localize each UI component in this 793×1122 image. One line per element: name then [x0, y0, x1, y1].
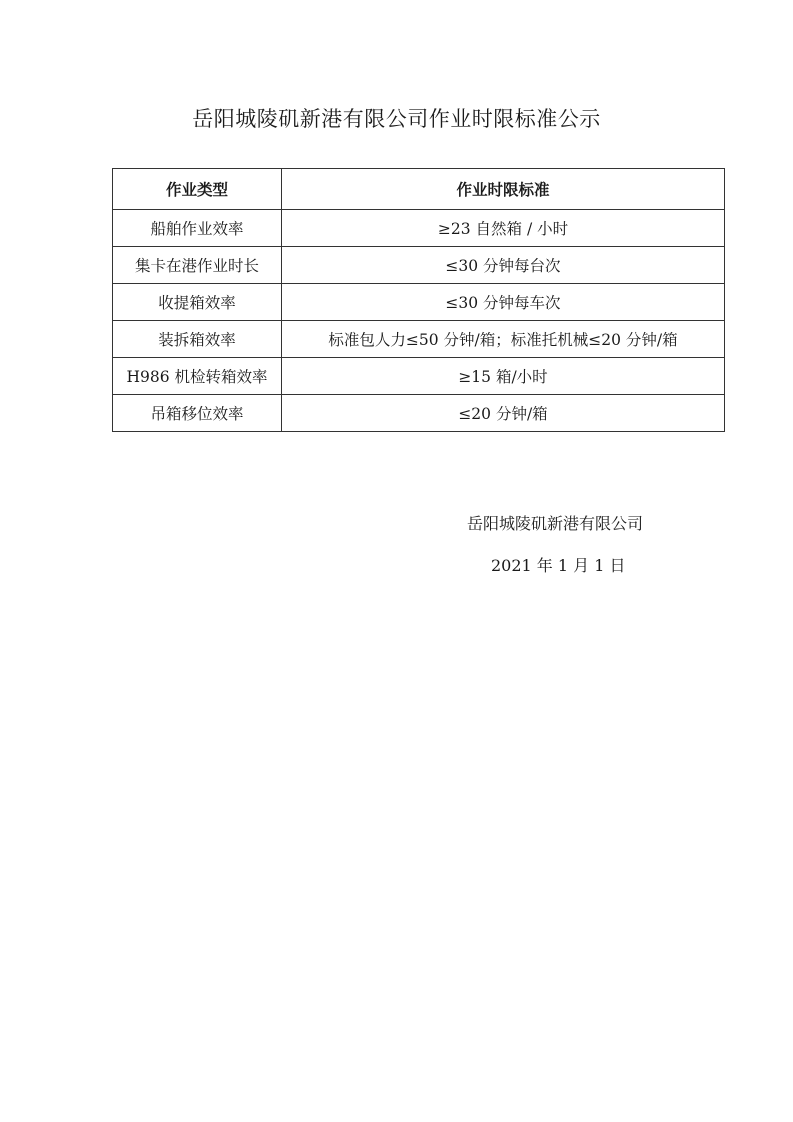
table-row [113, 321, 725, 358]
work-type-cell: 吊箱移位效率 [113, 395, 282, 432]
table-row [113, 247, 725, 284]
signature-date: 2021 年 1 月 1 日 [491, 556, 626, 575]
time-standard-cell: 标准包人力≤50 分钟/箱；标准托机械≤20 分钟/箱 [282, 321, 725, 358]
signature-company: 岳阳城陵矶新港有限公司 [467, 514, 644, 533]
table-row [113, 358, 725, 395]
table-row [113, 395, 725, 432]
header-work-type: 作业类型 [113, 169, 282, 210]
table-row [113, 210, 725, 247]
work-type-cell: 船舶作业效率 [113, 210, 282, 247]
work-type-cell: H986 机检转箱效率 [113, 358, 282, 395]
time-standard-cell: ≤30 分钟每台次 [282, 247, 725, 284]
standards-table [112, 168, 725, 432]
time-standard-cell: ≥15 箱/小时 [282, 358, 725, 395]
table-header-row [113, 169, 725, 210]
time-standard-cell: ≤20 分钟/箱 [282, 395, 725, 432]
header-time-standard: 作业时限标准 [282, 169, 725, 210]
table-row [113, 284, 725, 321]
work-type-cell: 收提箱效率 [113, 284, 282, 321]
work-type-cell: 装拆箱效率 [113, 321, 282, 358]
work-type-cell: 集卡在港作业时长 [113, 247, 282, 284]
time-standard-cell: ≥23 自然箱 / 小时 [282, 210, 725, 247]
document-title: 岳阳城陵矶新港有限公司作业时限标准公示 [192, 107, 601, 131]
time-standard-cell: ≤30 分钟每车次 [282, 284, 725, 321]
